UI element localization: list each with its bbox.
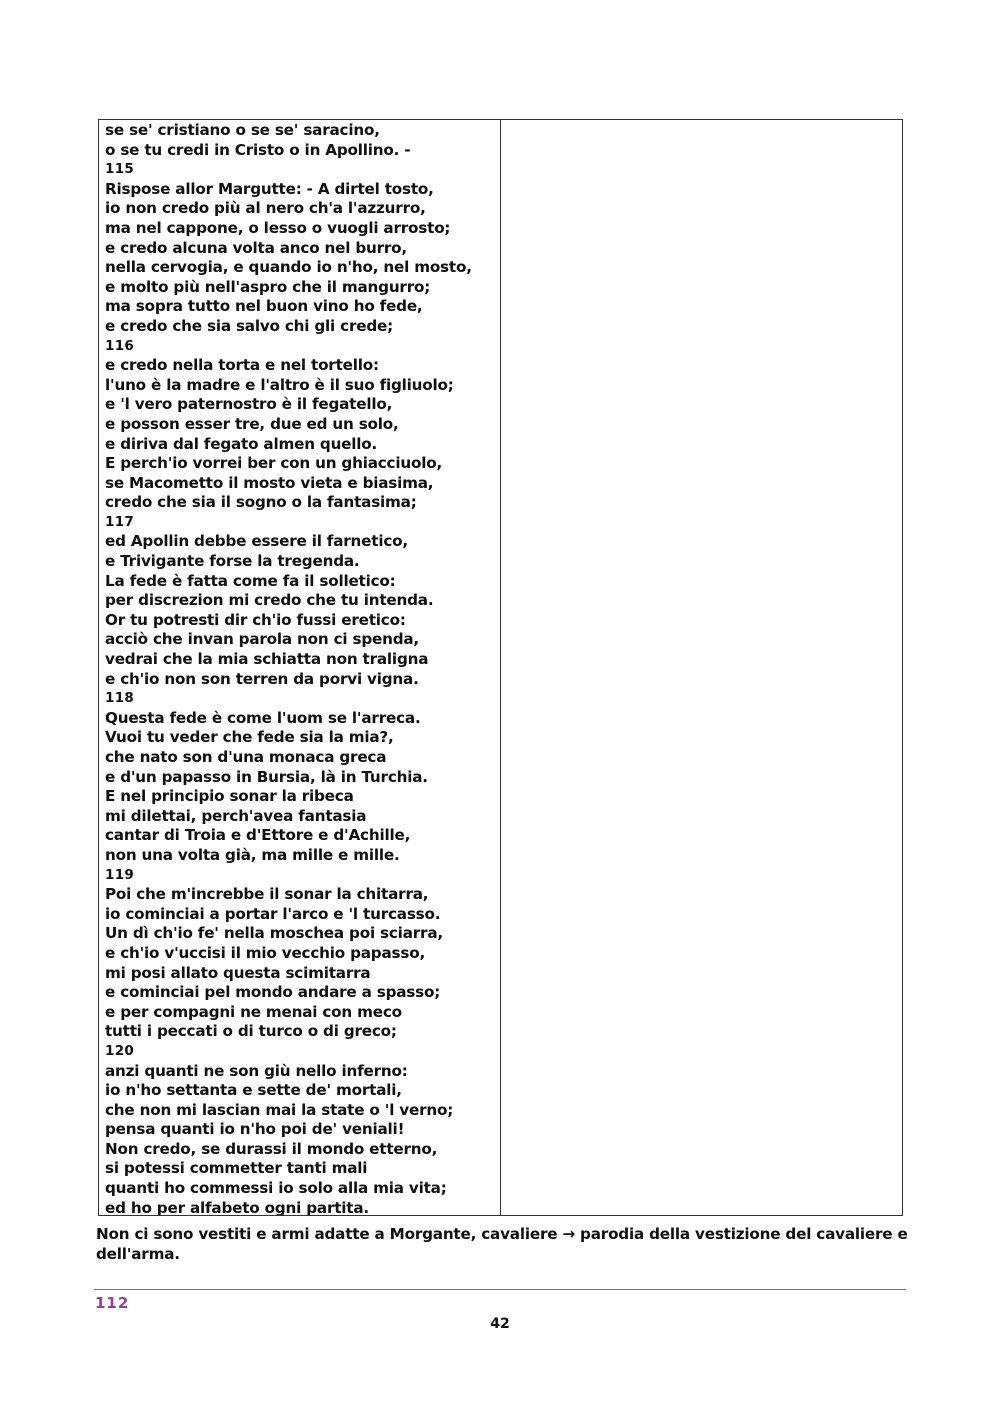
poem-line: l'uno è la madre e l'altro è il suo figliuolo; bbox=[105, 375, 454, 394]
poem-line: mi dilettai, perch'avea fantasia bbox=[105, 806, 367, 825]
poem-text-column bbox=[99, 120, 501, 1215]
poem-line: Questa fede è come l'uom se l'arreca. bbox=[105, 708, 421, 727]
poem-line: o se tu credi in Cristo o in Apollino. - bbox=[105, 140, 411, 159]
poem-line: e posson esser tre, due ed un solo, bbox=[105, 414, 399, 433]
poem-line: vedrai che la mia schiatta non traligna bbox=[105, 650, 429, 669]
poem-line: e ch'io non son terren da porvi vigna. bbox=[105, 669, 419, 688]
poem-line: Or tu potresti dir ch'io fussi eretico: bbox=[105, 610, 406, 629]
poem-line: ed ho per alfabeto ogni partita. bbox=[105, 1198, 369, 1215]
poem-line: che nato son d'una monaca greca bbox=[105, 748, 387, 766]
poem-line: se Macometto il mosto vieta e biasima, bbox=[105, 473, 434, 492]
poem-line: e 'l vero paternostro è il fegatello, bbox=[105, 395, 393, 414]
poem-line: Un dì ch'io fe' nella moschea poi sciarra, bbox=[105, 924, 443, 943]
poem-line: e credo che sia salvo chi gli crede; bbox=[105, 316, 393, 335]
poem-line: E perch'io vorrei ber con un ghiacciuolo, bbox=[105, 454, 443, 473]
poem-line: e credo alcuna volta anco nel burro, bbox=[105, 238, 407, 257]
poem-line: e Trivigante forse la tregenda. bbox=[105, 552, 360, 571]
poem-table bbox=[98, 119, 903, 1216]
poem-line: si potessi commetter tanti mali bbox=[105, 1159, 368, 1178]
poem-line: e diriva dal fegato almen quello. bbox=[105, 434, 378, 453]
poem-line: e cominciai pel mondo andare a spasso; bbox=[105, 983, 441, 1002]
poem-line: anzi quanti ne son giù nello inferno: bbox=[105, 1061, 408, 1080]
footer-divider bbox=[94, 1289, 906, 1290]
poem-line: nella cervogia, e quando io n'ho, nel mosto, bbox=[105, 258, 472, 277]
poem-line: se se' cristiano o se se' saracino, bbox=[105, 121, 380, 139]
poem-line: tutti i peccati o di turco o di greco; bbox=[105, 1022, 397, 1041]
poem-line: io cominciai a portar l'arco e 'l turcasso. bbox=[105, 904, 441, 923]
poem-line: e per compagni ne menai con meco bbox=[105, 1002, 402, 1021]
poem-line: Poi che m'increbbe il sonar la chitarra, bbox=[105, 885, 429, 904]
poem-line: E nel principio sonar la ribeca bbox=[105, 787, 354, 806]
poem-line: ma sopra tutto nel buon vino ho fede, bbox=[105, 297, 423, 316]
empty-notes-column bbox=[501, 120, 902, 1215]
poem-line: mi posi allato questa scimitarra bbox=[105, 963, 371, 982]
stanza-number: 119 bbox=[105, 866, 135, 883]
poem-line: per discrezion mi credo che tu intenda. bbox=[105, 591, 434, 610]
poem-line: Non credo, se durassi il mondo etterno, bbox=[105, 1139, 438, 1158]
poem-line: e d'un papasso in Bursia, là in Turchia. bbox=[105, 767, 428, 786]
commentary-note: Non ci sono vestiti e armi adatte a Morgante, cavaliere → parodia della vestizione del cavaliere e dell'arma. bbox=[96, 1225, 908, 1263]
poem-line: ed Apollin debbe essere il farnetico, bbox=[105, 532, 408, 551]
poem-line: quanti ho commessi io solo alla mia vita; bbox=[105, 1179, 447, 1198]
poem-line: io non credo più al nero ch'a l'azzurro, bbox=[105, 199, 426, 218]
poem-line: e credo nella torta e nel tortello: bbox=[105, 356, 379, 375]
poem-line: e ch'io v'uccisi il mio vecchio papasso, bbox=[105, 943, 426, 962]
poem-line: ma nel cappone, o lesso o vuogli arrosto; bbox=[105, 218, 451, 237]
poem-line: cantar di Troia e d'Ettore e d'Achille, bbox=[105, 826, 411, 845]
poem-line: non una volta già, ma mille e mille. bbox=[105, 845, 400, 864]
poem-line: io n'ho settanta e sette de' mortali, bbox=[105, 1081, 402, 1100]
poem-line: e molto più nell'aspro che il mangurro; bbox=[105, 277, 431, 296]
poem-line: Vuoi tu veder che fede sia la mia?, bbox=[105, 728, 394, 747]
page-number: 42 bbox=[490, 1316, 510, 1332]
poem-line: che non mi lascian mai la state o 'l verno; bbox=[105, 1100, 454, 1119]
poem-line: La fede è fatta come fa il solletico: bbox=[105, 571, 396, 590]
stanza-number: 116 bbox=[105, 337, 135, 354]
stanza-number: 120 bbox=[105, 1042, 135, 1059]
stanza-number: 115 bbox=[105, 161, 135, 178]
poem-line: acciò che invan parola non ci spenda, bbox=[105, 630, 419, 649]
stanza-number: 117 bbox=[105, 513, 135, 530]
stanza-number: 118 bbox=[105, 690, 135, 707]
footer-label: 112 bbox=[95, 1294, 130, 1312]
poem-line: Rispose allor Margutte: - A dirtel tosto, bbox=[105, 179, 434, 198]
poem-line: pensa quanti io n'ho poi de' veniali! bbox=[105, 1120, 405, 1139]
poem-line: credo che sia il sogno o la fantasima; bbox=[105, 493, 417, 512]
